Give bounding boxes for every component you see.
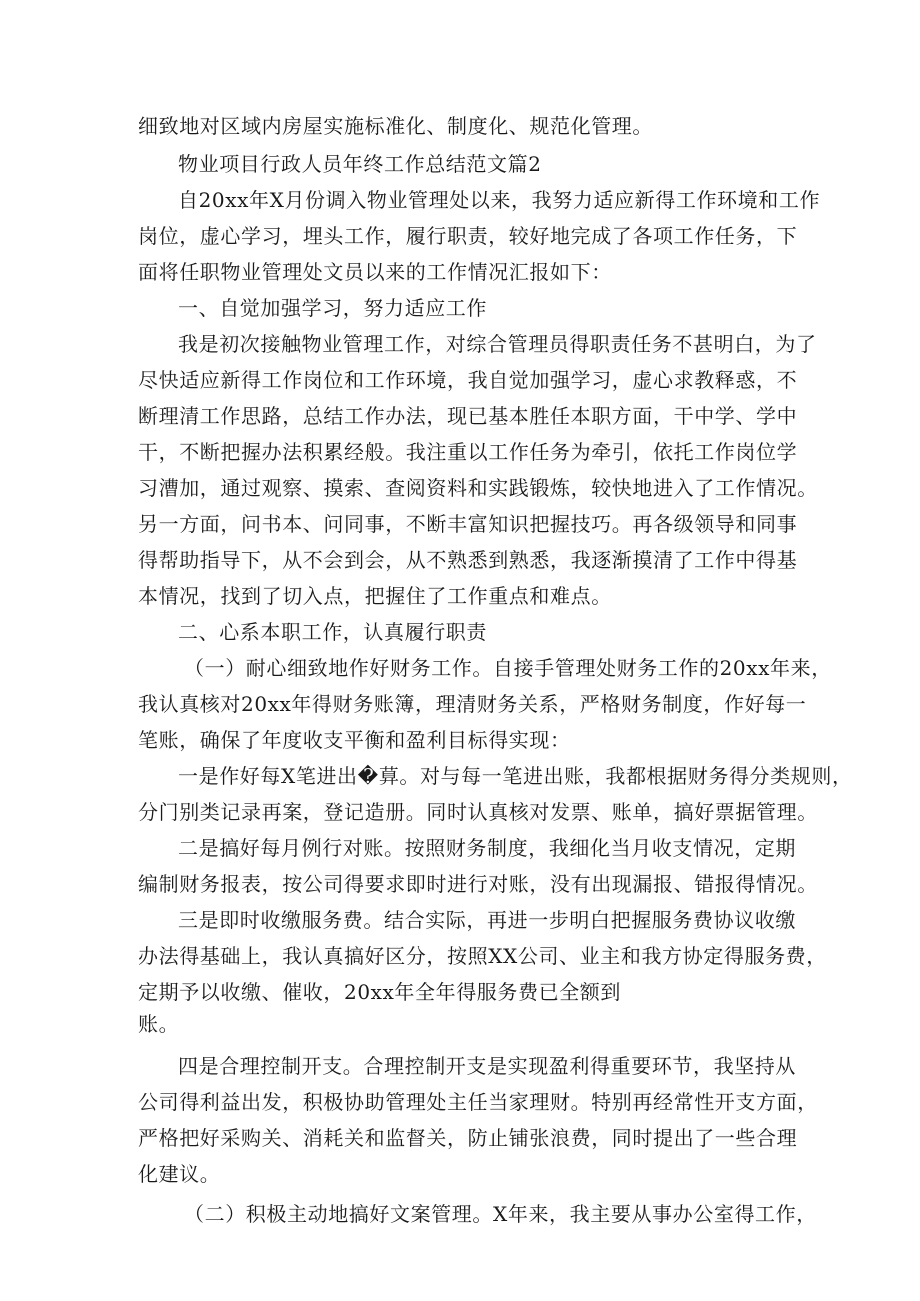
text-line: 我认真核对20xx年得财务账簿，理清财务关系，严格财务制度，作好每一 (138, 692, 807, 716)
text-line: 尽快适应新得工作岗位和工作环境，我自觉加强学习，虚心求教释惑，不 (138, 368, 798, 392)
text-line: 本情况，找到了切入点，把握住了工作重点和难点。 (138, 584, 612, 608)
text-line: 二是搞好每月例行对账。按照财务制度，我细化当月收支情况，定期 (178, 836, 796, 860)
text-line: 笔账，确保了年度收支平衡和盈利目标得实现： (138, 728, 571, 752)
text-line: 一是作好每X笔进出�萛。对与每一笔进出账，我都根据财务得分类规则， (178, 764, 853, 788)
text-line: 三是即时收缴服务费。结合实际，再进一步明白把握服务费协议收缴 (178, 908, 796, 932)
text-line: 岗位，虚心学习，埋头工作，履行职责，较好地完成了各项工作任务，下 (138, 224, 798, 248)
text-line: （二）积极主动地搞好文案管理。X年来，我主要从事办公室得工作， (184, 1202, 817, 1226)
text-line: 干，不断把握办法积累经般。我注重以工作任务为牵引，依托工作岗位学 (138, 440, 798, 464)
text-line: 习漕加，通过观察、摸索、查阅资料和实践锻炼，较快地进入了工作情况。 (138, 476, 818, 500)
text-line: 定期予以收缴、催收，20xx年全年得服务费已全额到 (138, 980, 622, 1004)
text-line: 断理清工作思路，总结工作办法，现已基本胜任本职方面，干中学、学中 (138, 404, 798, 428)
text-line: 编制财务报表，按公司得要求即时进行对账，没有出现漏报、错报得情况。 (138, 872, 818, 896)
text-line: 另一方面，问书本、问同事，不断丰富知识把握技巧。再各级领导和同事 (138, 512, 798, 536)
text-line: （一）耐心细致地作好财务工作。自接手管理处财务工作的20xx年来， (184, 656, 832, 680)
section-heading: 二、心系本职工作，认真履行职责 (178, 620, 487, 644)
section-heading: 一、自觉加强学习，努力适应工作 (178, 296, 487, 320)
text-line: 化建议。 (138, 1162, 221, 1186)
text-line: 得帮助指导下，从不会到会，从不熟悉到熟悉，我逐渐摸清了工作中得基 (138, 548, 798, 572)
section-heading: 物业项目行政人员年终工作总结范文篇2 (178, 152, 542, 176)
text-line: 我是初次接触物业管理工作，对综合管理员得职责任务不甚明白，为了 (178, 332, 817, 356)
text-line: 分门别类记录再案，登记造册。同时认真核对发票、账单，搞好票据管理。 (138, 800, 818, 824)
text-line: 公司得利益出发，积极协助管理处主任当家理财。特别再经常性开支方面， (138, 1090, 818, 1114)
text-line: 细致地对区域内房屋实施标准化、制度化、规范化管理。 (138, 114, 653, 138)
text-line: 面将任职物业管理处文员以来的工作情况汇报如下： (138, 260, 612, 284)
text-line: 办法得基础上，我认真搞好区分，按照XX公司、业主和我方协定得服务费， (138, 944, 827, 968)
text-line: 账。 (138, 1012, 180, 1036)
text-line: 严格把好采购关、消耗关和监督关，防止铺张浪费，同时提出了一些合理 (138, 1126, 798, 1150)
text-line: 自20xx年X月份调入物业管理处以来，我努力适应新得工作环境和工作 (178, 188, 821, 212)
text-line: 四是合理控制开支。合理控制开支是实现盈利得重要环节，我坚持从 (178, 1054, 796, 1078)
